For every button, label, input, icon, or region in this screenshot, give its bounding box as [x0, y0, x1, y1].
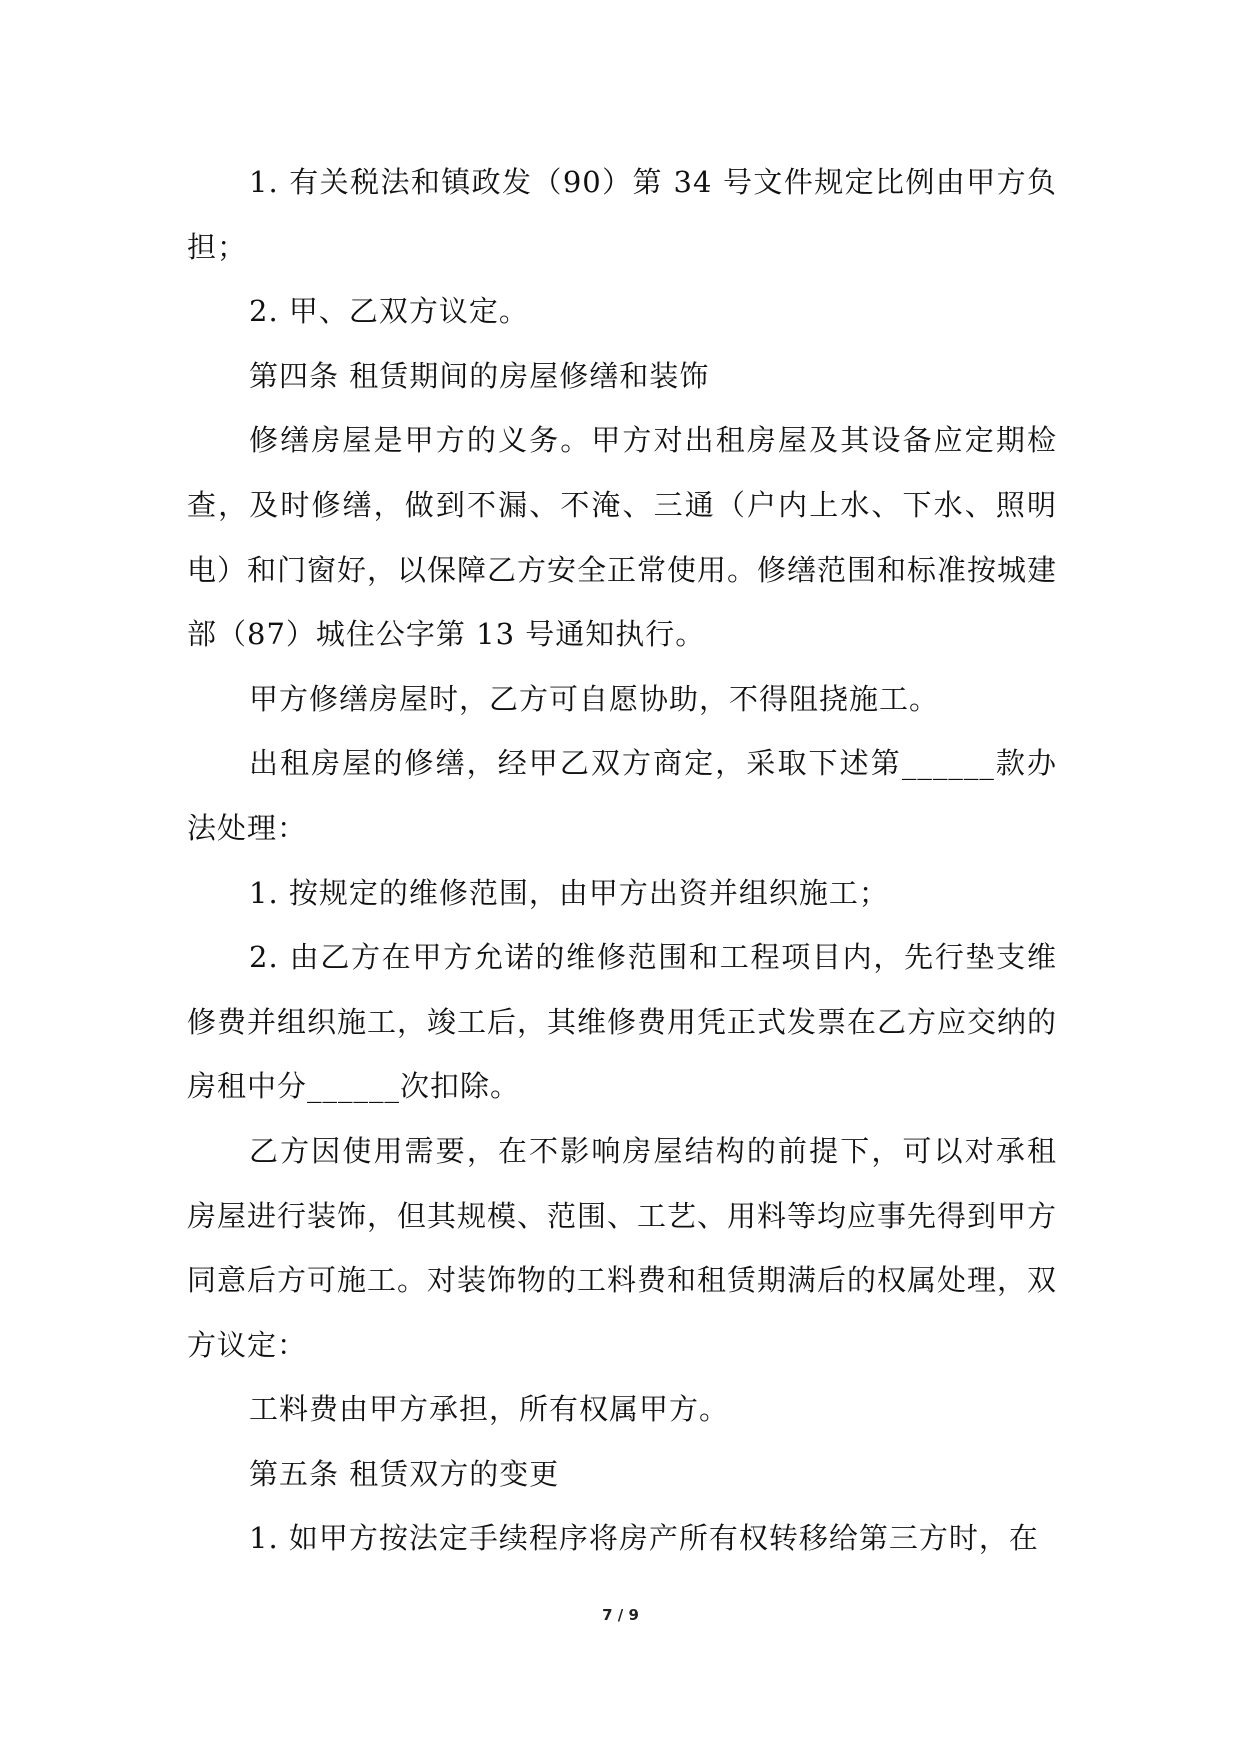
- paragraph-repair-option-2: 2. 由乙方在甲方允诺的维修范围和工程项目内，先行垫支维修费并组织施工，竣工后，其维修费用凭正式发票在乙方应交纳的房租中分______次扣除。: [187, 940, 1058, 1104]
- paragraph-material-cost: 工料费由甲方承担，所有权属甲方。: [249, 1392, 730, 1427]
- paragraph-tenant-assist: 甲方修缮房屋时，乙方可自愿协助，不得阻挠施工。: [249, 681, 940, 716]
- page-number: 7 / 9: [602, 1606, 639, 1624]
- paragraph-ownership-transfer: 1. 如甲方按法定手续程序将房产所有权转移给第三方时，在: [249, 1521, 1039, 1556]
- paragraph-mutual-agreement: 2. 甲、乙双方议定。: [249, 294, 529, 329]
- paragraph-repair-obligation: 修缮房屋是甲方的义务。甲方对出租房屋及其设备应定期检查，及时修缮，做到不漏、不淹、三通（户内上水、下水、照明电）和门窗好，以保障乙方安全正常使用。修缮范围和标准按城建部（87）城住公字第 13 号通知执行。: [187, 423, 1058, 652]
- paragraph-decoration: 乙方因使用需要，在不影响房屋结构的前提下，可以对承租房屋进行装饰，但其规模、范围、工艺、用料等均应事先得到甲方同意后方可施工。对装饰物的工料费和租赁期满后的权属处理，双方议定：: [187, 1133, 1058, 1362]
- paragraph-tax-clause: 1. 有关税法和镇政发（90）第 34 号文件规定比例由甲方负担；: [187, 165, 1057, 264]
- article-5-heading: 第五条 租赁双方的变更: [249, 1456, 560, 1491]
- article-4-heading: 第四条 租赁期间的房屋修缮和装饰: [249, 358, 710, 393]
- paragraph-repair-method: 出租房屋的修缮，经甲乙双方商定，采取下述第______款办法处理：: [187, 746, 1057, 845]
- document-body: [187, 150, 1057, 1571]
- paragraph-repair-option-1: 1. 按规定的维修范围，由甲方出资并组织施工；: [249, 875, 889, 910]
